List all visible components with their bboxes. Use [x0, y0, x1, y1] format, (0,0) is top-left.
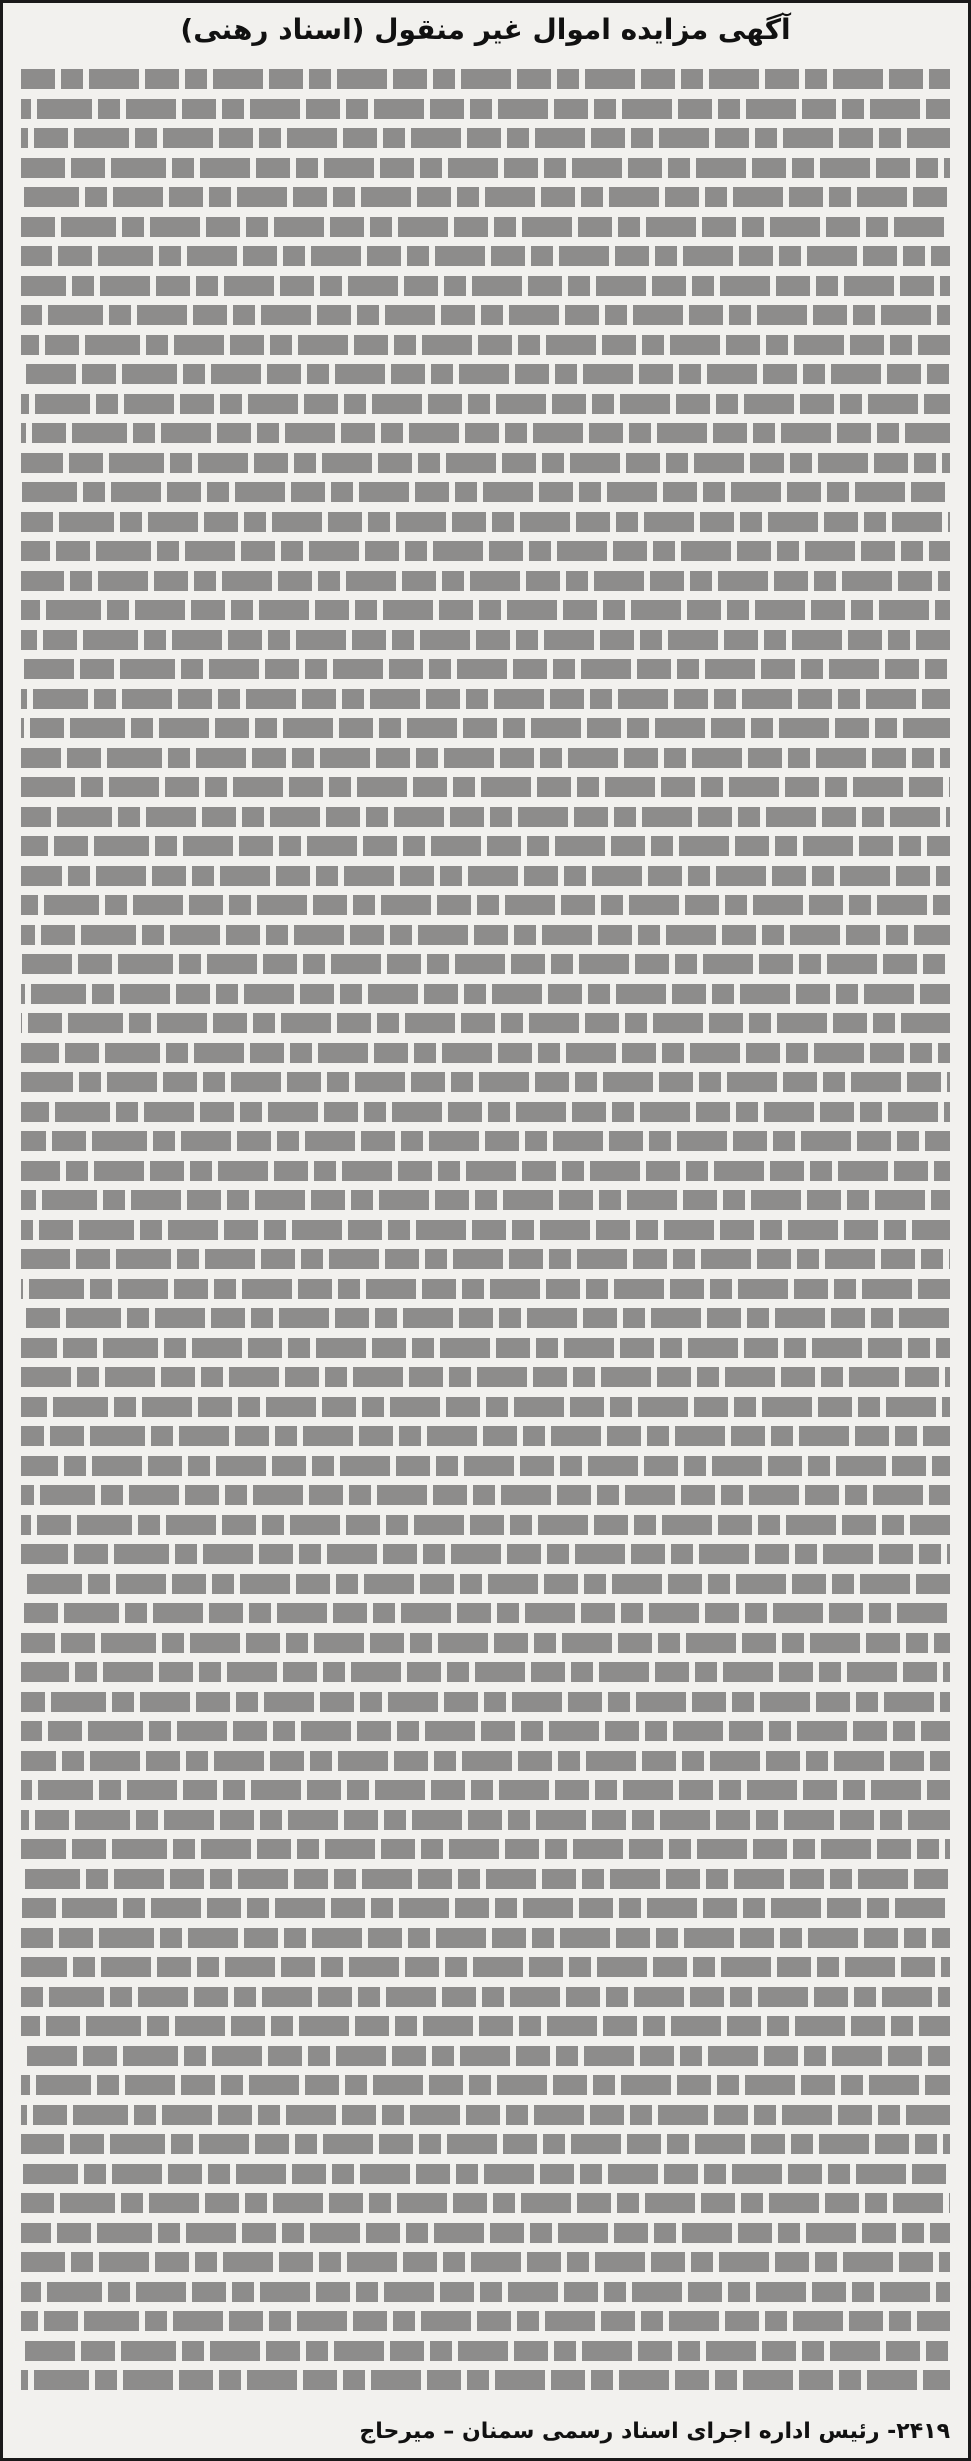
body-text-line	[21, 689, 950, 709]
body-text-line	[21, 1397, 950, 1417]
body-text-line	[21, 2282, 950, 2302]
body-text-line	[21, 571, 950, 591]
body-text-line	[21, 1456, 950, 1476]
body-text-line	[21, 1839, 950, 1859]
body-text-line	[21, 630, 950, 650]
body-text-line	[21, 158, 950, 178]
body-text-line	[21, 2341, 950, 2361]
body-text-line	[21, 1220, 950, 1240]
body-text-line	[21, 1249, 950, 1269]
body-text-line	[21, 1692, 950, 1712]
body-text-line	[21, 394, 950, 414]
body-text-line	[21, 2193, 950, 2213]
body-text-line	[21, 1013, 950, 1033]
body-text-line	[21, 99, 950, 119]
body-text-line	[21, 1544, 950, 1564]
body-text-line	[21, 2134, 950, 2154]
body-text-line	[21, 748, 950, 768]
body-text-line	[21, 600, 950, 620]
body-text-line	[21, 2046, 950, 2066]
body-text-line	[21, 984, 950, 1004]
notice-headline: آگهی مزایده اموال غیر منقول (اسناد رهنی)	[180, 13, 791, 46]
body-text-line	[21, 807, 950, 827]
body-text-line	[21, 1603, 950, 1623]
body-text-line	[21, 777, 950, 797]
body-text-line	[21, 1485, 950, 1505]
notice-signature: ۲۴۱۹- رئیس اداره اجرای اسناد رسمی سمنان – میرحاج	[359, 2419, 950, 2444]
body-text-line	[21, 2252, 950, 2272]
body-text-line	[21, 246, 950, 266]
body-text-line	[21, 2105, 950, 2125]
body-text-line	[21, 2223, 950, 2243]
body-text-line	[21, 482, 950, 502]
body-text-line	[21, 512, 950, 532]
body-text-line	[21, 217, 950, 237]
body-text-line	[21, 453, 950, 473]
body-text-line	[21, 718, 950, 738]
body-text-line	[21, 305, 950, 325]
body-text-line	[21, 276, 950, 296]
body-text-line	[21, 1367, 950, 1387]
body-text-line	[21, 1751, 950, 1771]
body-text-line	[21, 895, 950, 915]
body-text-line	[21, 1898, 950, 1918]
body-text-line	[21, 1338, 950, 1358]
body-text-line	[21, 2164, 950, 2184]
body-text-line	[21, 1721, 950, 1741]
body-text-line	[21, 1043, 950, 1063]
body-text-line	[21, 1308, 950, 1328]
body-text-line	[21, 1515, 950, 1535]
body-text-line	[21, 2016, 950, 2036]
body-text-line	[21, 925, 950, 945]
body-text-line	[21, 1161, 950, 1181]
body-text-line	[21, 1072, 950, 1092]
body-text-line	[21, 69, 950, 89]
body-text-line	[21, 1131, 950, 1151]
body-text-line	[21, 1928, 950, 1948]
body-text-line	[21, 659, 950, 679]
body-text-line	[21, 1780, 950, 1800]
body-text-line	[21, 541, 950, 561]
body-text-line	[21, 187, 950, 207]
body-text-line	[21, 1957, 950, 1977]
body-text-line	[21, 1279, 950, 1299]
body-text-line	[21, 128, 950, 148]
body-text-line	[21, 2075, 950, 2095]
body-text-line	[21, 1102, 950, 1122]
body-text-line	[21, 364, 950, 384]
body-text-line	[21, 954, 950, 974]
body-text-line	[21, 423, 950, 443]
body-text-line	[21, 866, 950, 886]
body-text-line	[21, 1869, 950, 1889]
body-text-line	[21, 335, 950, 355]
body-text-line	[21, 1633, 950, 1653]
body-text-line	[21, 836, 950, 856]
body-text-line	[21, 1810, 950, 1830]
body-text-line	[21, 1662, 950, 1682]
body-text-line	[21, 1987, 950, 2007]
body-text-line	[21, 2311, 950, 2331]
notice-body-text	[21, 65, 950, 2398]
body-text-line	[21, 1574, 950, 1594]
body-text-line	[21, 1426, 950, 1446]
body-text-line	[21, 1190, 950, 1210]
body-text-line	[21, 2370, 950, 2390]
